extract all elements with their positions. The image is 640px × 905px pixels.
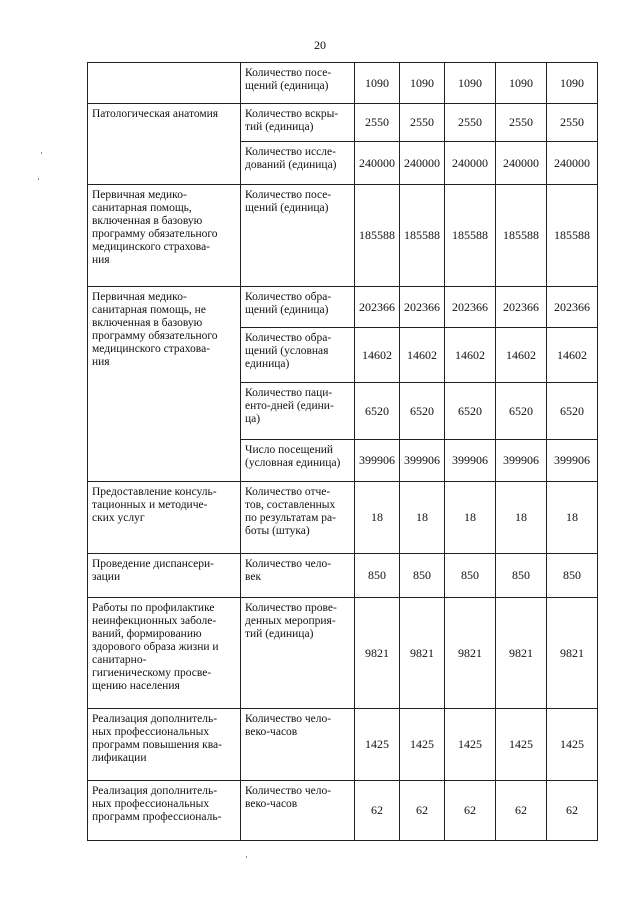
value-cell: 185588 [400,185,445,287]
table-row [88,287,598,328]
indicator-text: Количество иссле- дований (единица) [245,146,337,171]
value-cell: 850 [400,554,445,598]
value-cell: 399906 [445,440,496,482]
indicator-cell [241,554,355,598]
value-cell: 185588 [445,185,496,287]
value-cell: 1425 [496,709,547,781]
value-cell: 240000 [400,142,445,185]
value-cell: 14602 [355,328,400,383]
indicator-text: Количество посе- щений (единица) [245,67,332,92]
value-cell: 2550 [496,104,547,142]
value-cell: 18 [445,482,496,554]
indicator-text: Количество чело- век [245,558,332,583]
page-number: 20 [314,38,326,52]
services-table [87,62,598,841]
value-cell: 14602 [445,328,496,383]
service-cell [88,287,241,482]
value-cell: 240000 [547,142,598,185]
value-cell: 9821 [355,598,400,709]
value-cell: 6520 [400,383,445,440]
indicator-cell [241,328,355,383]
service-text: Работы по профилактике неинфекционных заболе- ваний, формированию здорового образа жизни и санитарно- гигиеническому просве- щению населения [92,602,219,692]
table-row [88,185,598,287]
value-cell: 1425 [547,709,598,781]
value-cell: 2550 [355,104,400,142]
value-cell: 185588 [355,185,400,287]
value-cell: 18 [496,482,547,554]
indicator-cell [241,185,355,287]
service-cell [88,63,241,104]
service-cell [88,554,241,598]
indicator-cell [241,709,355,781]
value-cell: 399906 [547,440,598,482]
value-cell: 1425 [445,709,496,781]
value-cell: 399906 [496,440,547,482]
indicator-text: Количество обра- щений (условная единица) [245,332,332,370]
value-cell: 14602 [400,328,445,383]
indicator-text: Количество паци- енто-дней (едини- ца) [245,387,334,425]
value-cell: 62 [400,781,445,841]
value-cell: 850 [445,554,496,598]
service-text: Реализация дополнитель- ных профессиональных программ повышения ква- лификации [92,713,222,764]
indicator-cell [241,63,355,104]
scan-speck [41,152,42,154]
indicator-cell [241,781,355,841]
value-cell: 202366 [445,287,496,328]
indicator-text: Количество вскры- тий (единица) [245,108,339,133]
value-cell: 399906 [400,440,445,482]
value-cell: 202366 [547,287,598,328]
value-cell: 9821 [400,598,445,709]
value-cell: 62 [547,781,598,841]
table-row [88,554,598,598]
value-cell: 2550 [445,104,496,142]
value-cell: 1425 [400,709,445,781]
value-cell: 1090 [496,63,547,104]
indicator-text: Количество прове- денных мероприя- тий (единица) [245,602,337,640]
table-row [88,709,598,781]
value-cell: 850 [496,554,547,598]
value-cell: 2550 [400,104,445,142]
table-row [88,63,598,104]
service-text: Патологическая анатомия [92,108,219,120]
value-cell: 6520 [547,383,598,440]
indicator-cell [241,440,355,482]
value-cell: 850 [547,554,598,598]
value-cell: 18 [547,482,598,554]
value-cell: 240000 [496,142,547,185]
value-cell: 1090 [547,63,598,104]
indicator-cell [241,482,355,554]
table-row [88,482,598,554]
value-cell: 2550 [547,104,598,142]
service-cell [88,781,241,841]
scan-speck [38,178,39,180]
service-cell [88,598,241,709]
value-cell: 1090 [445,63,496,104]
service-cell [88,709,241,781]
indicator-text: Количество чело- веко-часов [245,785,332,810]
service-text: Первичная медико- санитарная помощь, не включенная в базовую программу обязательного медицинского страхова- ния [92,291,218,368]
value-cell: 18 [355,482,400,554]
value-cell: 62 [355,781,400,841]
indicator-cell [241,598,355,709]
value-cell: 240000 [355,142,400,185]
service-cell [88,104,241,185]
table-row [88,104,598,142]
indicator-text: Количество чело- веко-часов [245,713,332,738]
indicator-text: Количество посе- щений (единица) [245,189,332,214]
indicator-cell [241,104,355,142]
indicator-cell [241,142,355,185]
indicator-text: Количество отче- тов, составленных по результатам ра- боты (штука) [245,486,336,537]
indicator-cell [241,287,355,328]
service-text: Первичная медико- санитарная помощь, включенная в базовую программу обязательного медицинского страхова- ния [92,189,218,266]
service-text: Проведение диспансери- зации [92,558,214,583]
value-cell: 850 [355,554,400,598]
service-cell [88,482,241,554]
indicator-cell [241,383,355,440]
table-row [88,781,598,841]
service-text: Предоставление консуль- тационных и методиче- ских услуг [92,486,217,524]
scan-speck [246,856,247,858]
value-cell: 202366 [355,287,400,328]
table-row [88,598,598,709]
value-cell: 202366 [496,287,547,328]
value-cell: 202366 [400,287,445,328]
indicator-text: Количество обра- щений (единица) [245,291,332,316]
value-cell: 240000 [445,142,496,185]
value-cell: 9821 [445,598,496,709]
service-cell [88,185,241,287]
value-cell: 14602 [547,328,598,383]
value-cell: 185588 [547,185,598,287]
value-cell: 18 [400,482,445,554]
value-cell: 6520 [445,383,496,440]
value-cell: 399906 [355,440,400,482]
value-cell: 1425 [355,709,400,781]
service-text: Реализация дополнитель- ных профессиональных программ профессиональ- [92,785,222,823]
value-cell: 6520 [355,383,400,440]
value-cell: 62 [445,781,496,841]
indicator-text: Число посещений (условная единица) [245,444,341,469]
value-cell: 14602 [496,328,547,383]
value-cell: 9821 [547,598,598,709]
value-cell: 62 [496,781,547,841]
value-cell: 1090 [400,63,445,104]
value-cell: 9821 [496,598,547,709]
value-cell: 6520 [496,383,547,440]
value-cell: 1090 [355,63,400,104]
value-cell: 185588 [496,185,547,287]
